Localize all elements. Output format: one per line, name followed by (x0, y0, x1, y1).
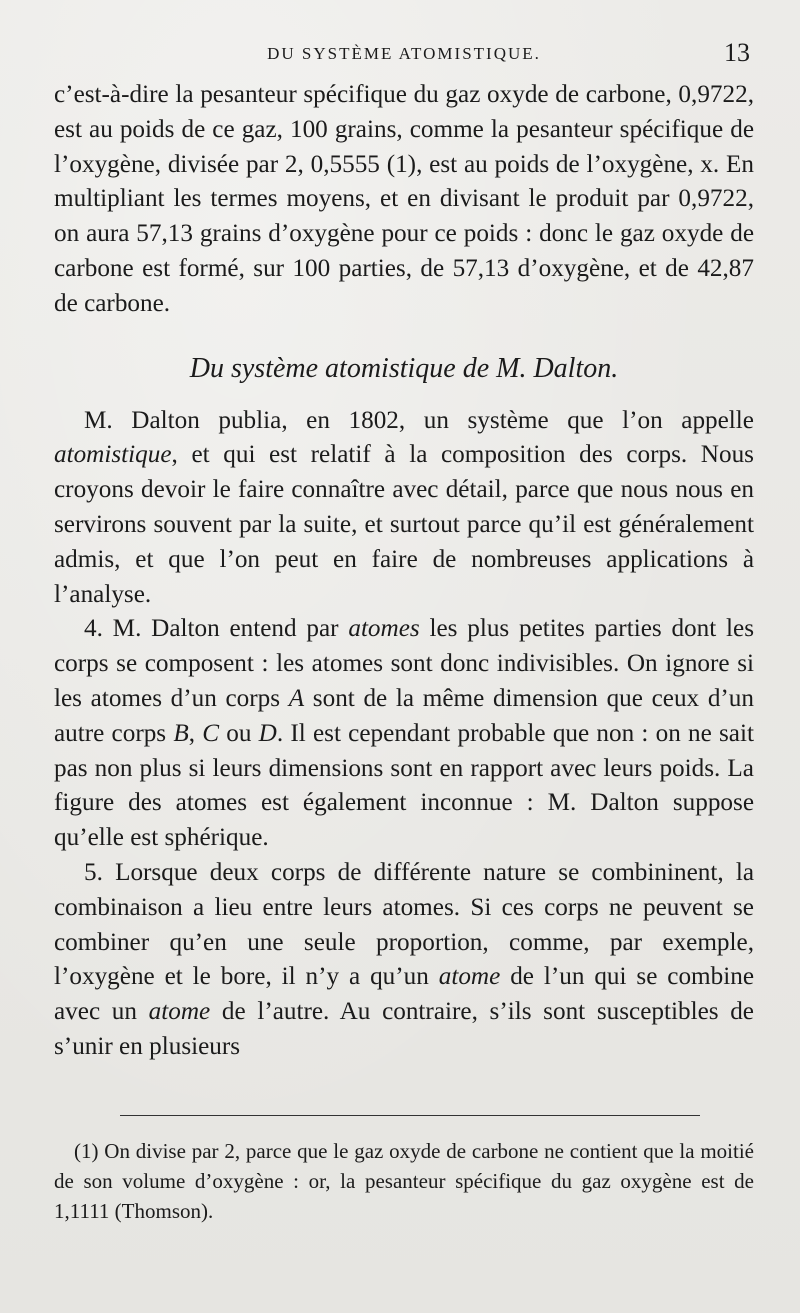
paragraph-dalton-intro (54, 404, 754, 613)
text-run: 5. Lorsque deux corps de différente nature se combininent, la combinaison a lieu entre leurs atomes. Si ces corps ne peuvent se combiner qu’en une seule proportion, comme, par exemple, l’oxygène et le bore, il n’y a qu’un (54, 858, 754, 991)
italic-term-atomistique: atomistique (54, 441, 172, 469)
text-run: M. Dalton publia, en 1802, un système que l’on appelle (84, 406, 754, 434)
italic-letter-a: A (288, 684, 305, 712)
italic-term-atome: atome (438, 963, 501, 991)
paragraph-section-5 (54, 856, 754, 1065)
body-text (54, 78, 754, 1065)
paragraph-section-4 (54, 612, 754, 856)
page-number: 13 (724, 38, 750, 67)
text-run: ou (219, 719, 259, 747)
italic-letter-d: D (258, 719, 277, 747)
text-run: . Il est cependant probable que non : on ne sait pas non plus si leurs dimensions sont en rapport avec leurs poids. La figure des atomes est également inconnue : M. Dalton suppose qu’elle est sphérique. (54, 719, 754, 852)
footnote-divider (120, 1115, 700, 1116)
footnote: (1) On divise par 2, parce que le gaz oxyde de carbone ne contient que la moitié de son volume d’oxygène : or, la pesanteur spécifique du gaz oxygène est de 1,1111 (Thomson). (54, 1138, 754, 1223)
section-heading: Du système atomistique de M. Dalton. (189, 352, 619, 384)
text-run: 4. M. Dalton entend par (84, 615, 349, 643)
text-run: , et qui est relatif à la composition des corps. Nous croyons devoir le faire connaître avec détail, parce que nous nous en servirons souvent par la suite, et surtout parce qu’il est généralement admis, et que l’on peut en faire de nombreuses applications à l’analyse. (54, 441, 754, 608)
text-run: les plus petites parties dont les corps se composent : les atomes sont donc indivisibles. On ignore si les atomes d’un corps (54, 615, 754, 712)
paragraph-continuation: c’est-à-dire la pesanteur spécifique du gaz oxyde de carbone, 0,9722, est au poids de ce gaz, 100 grains, comme la pesanteur spécifique de l’oxygène, divisée par 2, 0,5555 (1), est au poids de l’oxygène, x. En multipliant les termes moyens, et en divisant le produit par 0,9722, on aura 57,13 grains d’oxygène pour ce poids : donc le gaz oxyde de carbone est formé, sur 100 parties, de 57,13 d’oxygène, et de 42,87 de carbone. (54, 81, 754, 317)
text-run: de l’autre. Au contraire, s’ils sont susceptibles de s’unir en plusieurs (54, 998, 754, 1060)
italic-letter-b: B (173, 719, 189, 747)
text-run: sont de la même dimension que ceux d’un autre corps (54, 684, 754, 747)
italic-letter-c: C (202, 719, 220, 747)
running-head (54, 38, 754, 78)
running-title: DU SYSTÈME ATOMISTIQUE. (267, 44, 541, 63)
italic-term-atome: atome (148, 998, 211, 1026)
text-run: de l’un qui se combine avec un (54, 963, 754, 1026)
italic-term-atomes: atomes (348, 615, 420, 643)
text-run: , (188, 719, 203, 747)
